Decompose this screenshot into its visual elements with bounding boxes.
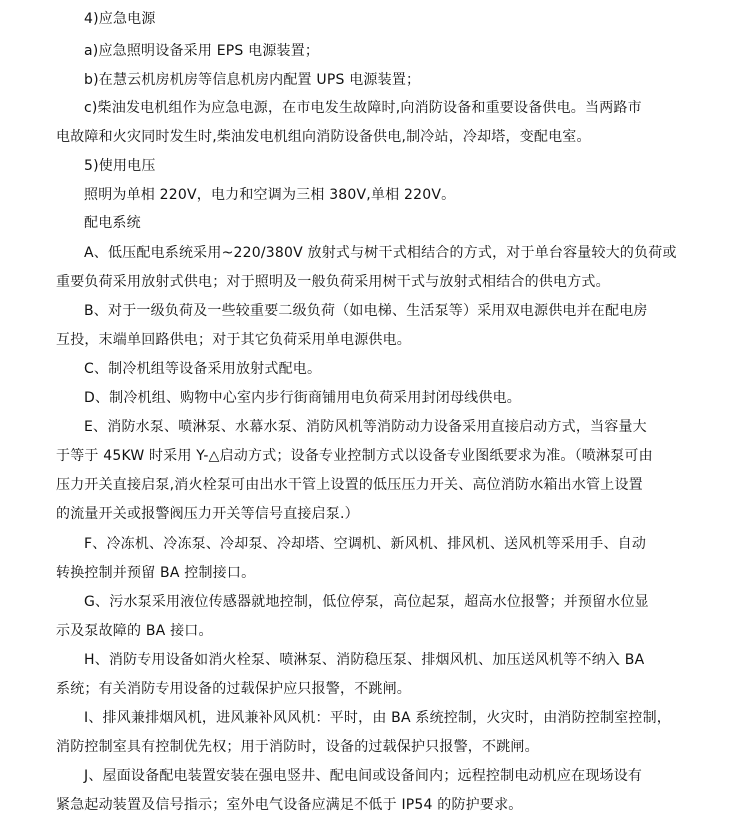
paragraph-line: H、消防专用设备如消火栓泵、喷淋泵、消防稳压泵、排烟风机、加压送风机等不纳入 BA <box>84 652 645 668</box>
paragraph-line: b)在慧云机房机房等信息机房内配置 UPS 电源装置； <box>84 72 421 88</box>
paragraph-line: E、消防水泵、喷淋泵、水幕水泵、消防风机等消防动力设备采用直接启动方式，当容量大 <box>84 419 647 435</box>
paragraph-line: 电故障和火灾同时发生时,柴油发电机组向消防设备供电,制冷站，冷却塔，变配电室。 <box>56 129 591 145</box>
paragraph-line: 紧急起动装置及信号指示；室外电气设备应满足不低于 IP54 的防护要求。 <box>56 797 523 813</box>
paragraph-line: 照明为单相 220V，电力和空调为三相 380V,单相 220V。 <box>84 187 456 203</box>
paragraph-line: 互投，末端单回路供电；对于其它负荷采用单电源供电。 <box>56 332 411 348</box>
paragraph-line: F、冷冻机、冷冻泵、冷却泵、冷却塔、空调机、新风机、排风机、送风机等采用手、自动 <box>84 536 647 552</box>
paragraph-line: 于等于 45KW 时采用 Y-△启动方式；设备专业控制方式以设备专业图纸要求为准。（喷淋泵可由 <box>56 448 653 464</box>
paragraph-line: J、屋面设备配电装置安装在强电竖井、配电间或设备间内；远程控制电动机应在现场设有 <box>84 768 643 784</box>
paragraph-line: 转换控制并预留 BA 控制接口。 <box>56 565 256 581</box>
paragraph-line: 压力开关直接启泵,消火栓泵可由出水干管上设置的低压压力开关、高位消防水箱出水管上设置 <box>56 477 643 493</box>
paragraph-line: D、制冷机组、购物中心室内步行街商铺用电负荷采用封闭母线供电。 <box>84 390 521 406</box>
paragraph-line: 消防控制室具有控制优先权；用于消防时，设备的过载保护只报警，不跳闸。 <box>56 739 539 755</box>
paragraph-line: 的流量开关或报警阀压力开关等信号直接启泵.） <box>56 506 359 522</box>
heading-distribution: 配电系统 <box>84 215 141 231</box>
paragraph-line: G、污水泵采用液位传感器就地控制，低位停泵，高位起泵，超高水位报警；并预留水位显 <box>84 594 649 610</box>
heading-voltage: 5)使用电压 <box>84 158 156 174</box>
paragraph-line: 示及泵故障的 BA 接口。 <box>56 623 213 639</box>
paragraph-line: I、排风兼排烟风机，进风兼补风风机：平时，由 BA 系统控制，火灾时，由消防控制室控制， <box>84 710 672 726</box>
paragraph-line: A、低压配电系统采用~220/380V 放射式与树干式相结合的方式，对于单台容量较大的负荷或 <box>84 245 677 261</box>
heading-emergency-power: 4)应急电源 <box>84 11 156 27</box>
paragraph-line: 系统；有关消防专用设备的过载保护应只报警，不跳闸。 <box>56 681 411 697</box>
paragraph-line: B、对于一级负荷及一些较重要二级负荷（如电梯、生活泵等）采用双电源供电并在配电房 <box>84 303 648 319</box>
paragraph-line: c)柴油发电机组作为应急电源，在市电发生故障时,向消防设备和重要设备供电。当两路市 <box>84 100 642 116</box>
paragraph-line: C、制冷机组等设备采用放射式配电。 <box>84 361 322 377</box>
paragraph-line: 重要负荷采用放射式供电；对于照明及一般负荷采用树干式与放射式相结合的供电方式。 <box>56 274 610 290</box>
paragraph-line: a)应急照明设备采用 EPS 电源装置； <box>84 43 320 59</box>
